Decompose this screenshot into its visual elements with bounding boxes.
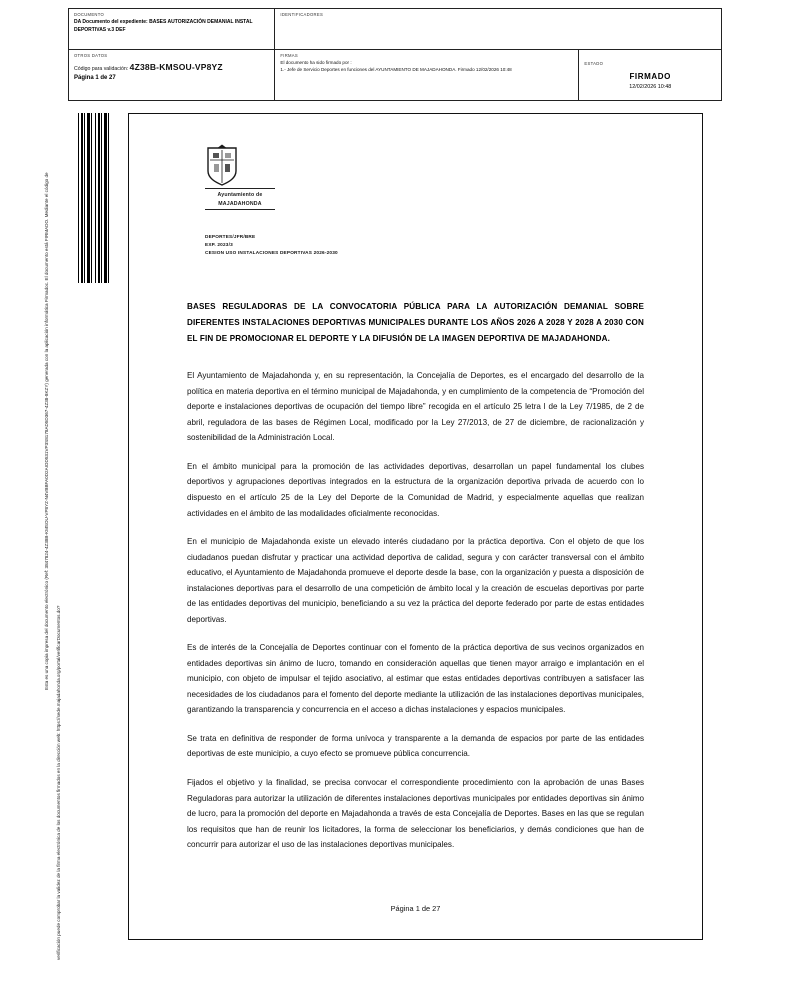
estado-label: ESTADO: [584, 60, 604, 66]
documento-label: DOCUMENTO: [74, 12, 105, 17]
document-content: [129, 114, 702, 853]
codigo-validacion-line: [74, 62, 269, 72]
header-cell-estado: [579, 50, 721, 100]
body-paragraph: Fijados el objetivo y la finalidad, se precisa convocar el correspondiente procedimiento con la aprobación de unas Bases Reguladoras para autorizar la utilización de diferentes instalaciones deportivas municipales por entidades deportivas sin ánimo de lucro, para la promoción del deporte en Majadahonda a través de esta Concejalía de Deportes. Bases en las que se regulan los requisitos que han de reunir los licitadores, la forma de seleccionar los beneficiarios, y demás condiciones que han de concurrir para autorizar el uso de las instalaciones deportivas municipales.: [187, 777, 644, 850]
body-paragraph: En el ámbito municipal para la promoción de las actividades deportivas, desarrollan un papel fundamental los clubes deportivos y agrupaciones deportivas integrados en la estructura de la organización deportiva privada de acuerdo con lo dispuesto en el artículo 25 de la Ley del Deporte de la Comunidad de Madrid, y especialmente aquellas que realizan actividades en el ámbito de las modalidades oficialmente reconocidas.: [187, 461, 644, 518]
header-row-top: [69, 9, 721, 49]
logo-divider-bottom: [205, 209, 275, 210]
validation-header-table: [68, 8, 722, 101]
document-body: [187, 368, 644, 852]
codigo-validacion-value: 4Z38B-KMSOU-VP8YZ: [129, 62, 223, 72]
firmas-line-2: 1.- Jefe de Servicio Deportes en funciones del AYUNTAMIENTO DE MAJADAHONDA. Firmado 12/02/2026 10:48: [280, 66, 512, 72]
reference-line: DEPORTES/JFR/BRE: [205, 234, 256, 239]
body-paragraph: El Ayuntamiento de Majadahonda y, en su representación, la Concejalía de Deportes, es el encargado del desarrollo de la política en materia deportiva en el término municipal de Majadahonda, y en cumplimiento de la competencia de “Promoción del deporte e instalaciones deportivas de ocupación del tiempo libre” recogida en el artículo 25 letra l de la Ley 7/1985, de 2 de abril, reguladora de las bases de Régimen Local, modificado por la Ley 27/2013, de 27 de diciembre, de racionalización y sostenibilidad de la Administración Local.: [187, 371, 644, 443]
barcode-image: [78, 113, 112, 283]
estado-value: FIRMADO: [629, 71, 671, 81]
body-paragraph: Se trata en definitiva de responder de forma unívoca y transparente a la demanda de espacios por parte de las entidades deportivas de este municipio, a cuyo efecto se promueve pública concurrencia.: [187, 733, 644, 759]
institution-logo: [187, 144, 644, 211]
reference-block: [187, 233, 644, 257]
documento-value: DA Documento del expediente: BASES AUTORIZACIÓN DEMANIAL INSTAL DEPORTIVAS v.3 DEF: [74, 19, 253, 33]
body-paragraph: En el municipio de Majadahonda existe un elevado interés ciudadano por la práctica deportiva. Con el objeto de que los ciudadanos puedan disfrutar y practicar una actividad deportiva de calidad, segura y con carácter transversal con el ámbito educativo, el Ayuntamiento de Majadahonda promueve el deporte desde la base, con la organización y puesta a disposición de instalaciones deportivas para el desarrollo de una competición de ámbito local y la creación de escuelas deportivas por parte de las entidades deportivas del municipio, beneficiando a su vez la práctica del deporte federado por parte de estas entidades deportivas.: [187, 537, 644, 624]
header-cell-otros-datos: [69, 50, 275, 100]
estado-date: 12/02/2026 10:48: [629, 83, 672, 90]
header-cell-documento: [69, 9, 275, 49]
institution-name-line2: MAJADAHONDA: [218, 200, 262, 207]
body-paragraph: Es de interés de la Concejalía de Deportes continuar con el fomento de la práctica deportiva de sus vecinos organizados en entidades deportivas sin ánimo de lucro, tomando en consideración aquellas que tienen mayor arraigo e implantación en el municipio, con objeto de impulsar el tejido asociativo, al estimar que estas entidades deportivas contribuyen a satisfacer las necesidades de los ciudadanos para el fomento del deporte mediante la utilización de las instalaciones deportivas municipales, garantizando la transparencia y concurrencia en el acceso a dichas instalaciones y espacios municipales.: [187, 643, 644, 715]
otros-datos-label: OTROS DATOS: [74, 53, 108, 58]
document-title: BASES REGULADORAS DE LA CONVOCATORIA PÚBLICA PARA LA AUTORIZACIÓN DEMANIAL SOBRE DIFERENTES INSTALACIONES DEPORTIVAS MUNICIPALES DURANTE LOS AÑOS 2026 A 2028 Y 2028 A 2030 CON EL FIN DE PROMOCIONAR EL DEPORTE Y LA DIFUSIÓN DE LA IMAGEN DEPORTIVA DE MAJADAHONDA.: [187, 301, 644, 343]
firmas-line-1: El documento ha sido firmado por :: [280, 60, 352, 65]
verification-text-inner: verificación puede comprobar la validez de la firma electrónica de los documentos firmados en la dirección web: https://sede.majadahonda.org/portal/verificarDocumentos.do?: [56, 605, 61, 960]
header-cell-identificadores: [275, 9, 721, 49]
coat-of-arms-icon: [205, 144, 239, 186]
reference-line: EXP. 2023/3: [205, 241, 233, 247]
identificadores-label: IDENTIFICADORES: [280, 12, 324, 17]
verification-text-outer: Esta es una copia impresa del documento electrónico (Ref: 3847824-4Z38B-KMSOU-VP8YZ-N4VBBFA0D2AIOD531VP3S8178AD5D367-4Z38-8KZY) generada con la aplicación informática Firmadoc. El documento está FIRMADO. Mediante el código de: [44, 172, 49, 690]
document-page: [128, 113, 703, 940]
reference-line: CESION USO INSTALACIONES DEPORTIVAS 2026-2030: [205, 249, 338, 255]
institution-name-line1: Ayuntamiento de: [217, 192, 263, 198]
firmas-label: FIRMAS: [280, 53, 298, 58]
codigo-validacion-label: Código para validación:: [74, 66, 129, 72]
page-footer: Página 1 de 27: [390, 904, 441, 913]
header-row-bottom: [69, 49, 721, 100]
logo-divider-top: [205, 188, 275, 189]
header-pagina: Página 1 de 27: [74, 75, 116, 81]
header-cell-firmas: [275, 50, 579, 100]
